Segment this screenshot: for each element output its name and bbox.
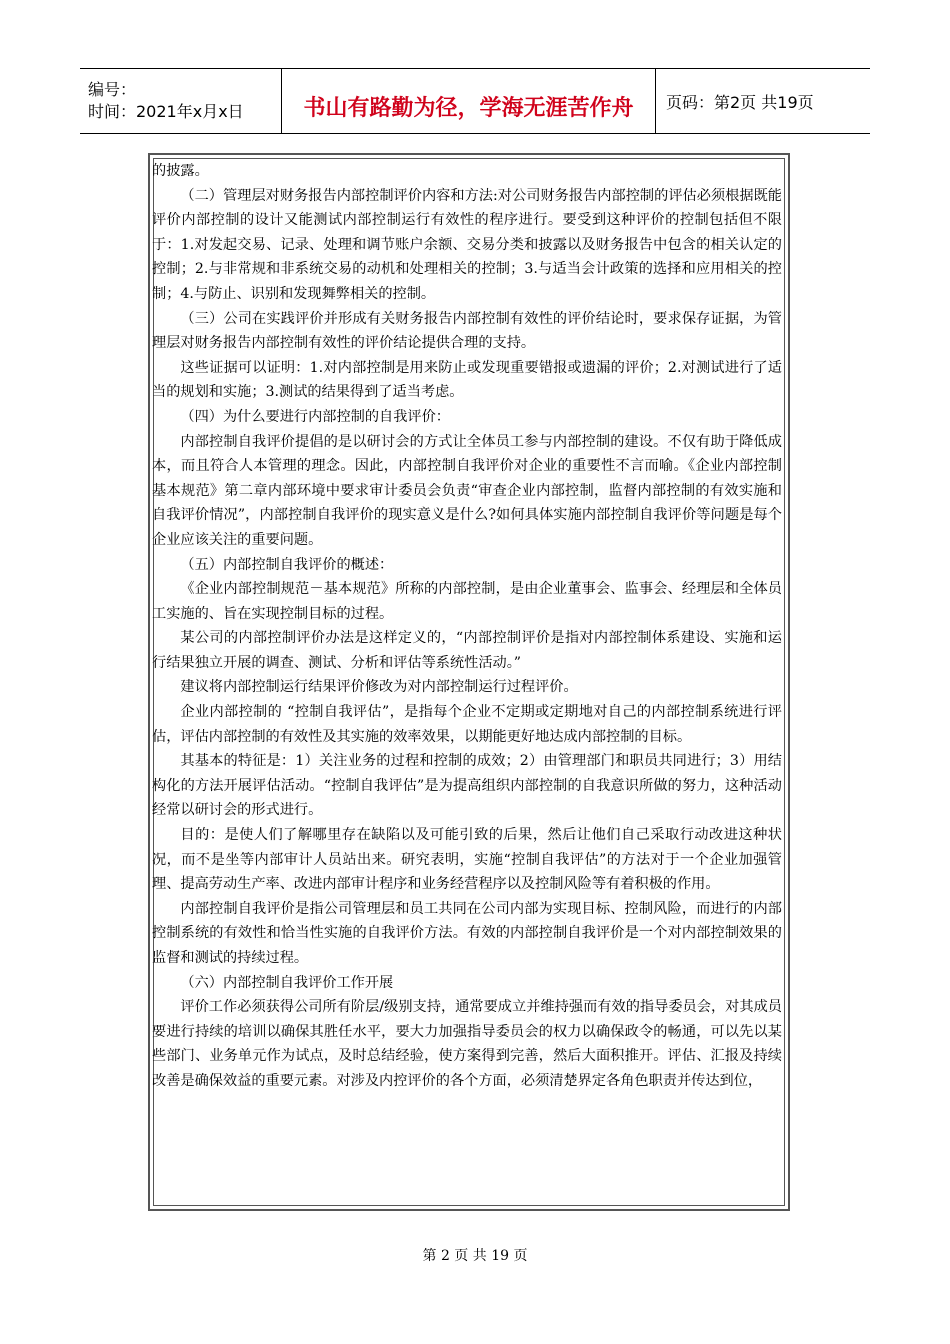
paragraph: 《企业内部控制规范－基本规范》所称的内部控制，是由企业董事会、监事会、经理层和全体员工实施的、旨在实现控制目标的过程。 [152, 581, 782, 622]
page-footer: 第 2 页 共 19 页 [422, 1248, 528, 1264]
content-frame [148, 153, 790, 1211]
paragraph: 其基本的特征是：1）关注业务的过程和控制的成效；2）由管理部门和职员共同进行；3）用结构化的方法开展评估活动。“控制自我评估”是为提高组织内部控制的自我意识所做的努力，这种活动经常以研讨会的形式进行。 [152, 753, 782, 819]
paragraph: （四）为什么要进行内部控制的自我评价： [180, 408, 450, 425]
paragraph: 的披露。 [152, 163, 209, 179]
header-page-info [656, 69, 870, 133]
paragraph: （二）管理层对财务报告内部控制评价内容和方法:对公司财务报告内部控制的评估必须根据既能评价内部控制的设计又能测试内部控制运行有效性的程序进行。要受到这种评价的控制包括但不限于：1.对发起交易、记录、处理和调节账户余额、交易分类和披露以及财务报告中包含的相关认定的控制；2.与非常规和非系统交易的动机和处理相关的控制；3.与适当会计政策的选择和应用相关的控制；4.与防止、识别和发现舞弊相关的控制。 [152, 187, 782, 302]
paragraph: （三）公司在实践评价并形成有关财务报告内部控制有效性的评价结论时，要求保存证据，为管理层对财务报告内部控制有效性的评价结论提供合理的支持。 [152, 310, 782, 352]
document-body [150, 159, 788, 1094]
paragraph: 建议将内部控制运行结果评价修改为对内部控制运行过程评价。 [180, 679, 578, 696]
document-number-label: 编号： [88, 80, 137, 99]
paragraph: 这些证据可以证明：1.对内部控制是用来防止或发现重要错报或遗漏的评价；2.对测试进行了适当的规划和实施；3.测试的结果得到了适当考虑。 [152, 359, 782, 401]
paragraph: 目的：是使人们了解哪里存在缺陷以及可能引致的后果，然后让他们自己采取行动改进这种状况，而不是坐等内部审计人员站出来。研究表明，实施“控制自我评估”的方法对于一个企业加强管理、提高劳动生产率、改进内部审计程序和业务经营程序以及控制风险等有着积极的作用。 [152, 827, 782, 893]
document-date: 时间：2021年x月x日 [88, 102, 244, 121]
header-motto-cell [282, 69, 656, 133]
paragraph: 内部控制自我评价提倡的是以研讨会的方式让全体员工参与内部控制的建设。不仅有助于降低成本，而且符合人本管理的理念。因此，内部控制自我评价对企业的重要性不言而喻。《企业内部控制基本规范》第二章内部环境中要求审计委员会负责“审查企业内部控制，监督内部控制的有效实施和自我评价情况”，内部控制自我评价的现实意义是什么?如何具体实施内部控制自我评价等问题是每个企业应该关注的重要问题。 [152, 433, 782, 548]
paragraph: 内部控制自我评价是指公司管理层和员工共同在公司内部为实现目标、控制风险，而进行的内部控制系统的有效性和恰当性实施的自我评价方法。有效的内部控制自我评价是一个对内部控制效果的监督和测试的持续过程。 [152, 900, 782, 966]
page-header [80, 68, 870, 134]
page-info-text: 页码：第2页 共19页 [666, 92, 814, 112]
header-meta [80, 69, 282, 133]
header-motto: 书山有路勤为径，学海无涯苦作舟 [303, 95, 634, 121]
paragraph: （六）内部控制自我评价工作开展 [180, 974, 394, 991]
paragraph: 某公司的内部控制评价办法是这样定义的，“内部控制评价是指对内部控制体系建设、实施和运行结果独立开展的调查、测试、分析和评估等系统性活动。” [152, 630, 782, 671]
paragraph: 评价工作必须获得公司所有阶层/级别支持，通常要成立并维持强而有效的指导委员会，对其成员要进行持续的培训以确保其胜任水平，要大力加强指导委员会的权力以确保政令的畅通，可以先以某些部门、业务单元作为试点，及时总结经验，使方案得到完善，然后大面积推开。评估、汇报及持续改善是确保效益的重要元素。对涉及内控评价的各个方面，必须清楚界定各角色职责并传达到位， [152, 999, 782, 1089]
paragraph: 企业内部控制的 “控制自我评估”，是指每个企业不定期或定期地对自己的内部控制系统进行评估，评估内部控制的有效性及其实施的效率效果，以期能更好地达成内部控制的目标。 [152, 704, 782, 745]
paragraph: （五）内部控制自我评价的概述： [180, 556, 394, 573]
